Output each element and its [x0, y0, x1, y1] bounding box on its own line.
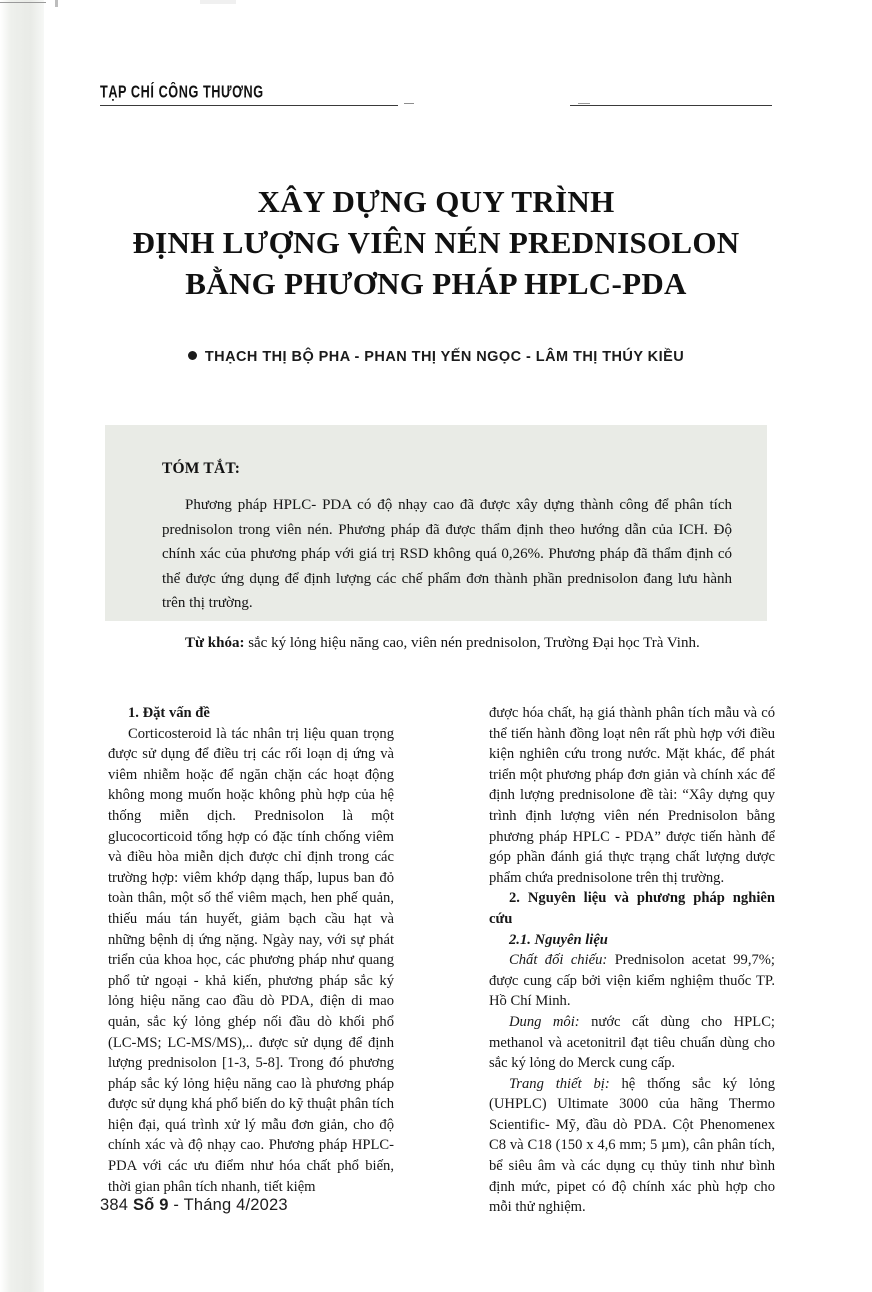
text-equipment: hệ thống sắc ký lỏng (UHPLC) Ultimate 3000 của hãng Thermo Scientific- Mỹ, đầu dò PDA. Cột Phenomenex C8 và C18 (150 x 4,6 mm; 5 µm), cân phân tích, bể siêu âm và các dụng cụ thủy tinh như bình định mức, pipet có độ chính xác phù hợp cho mỗi thử nghiệm.: [489, 1075, 776, 1216]
label-reference-substance: Chất đối chiếu:: [509, 952, 608, 969]
scan-edge-shadow: [0, 0, 44, 1292]
masthead-divider-gap: [398, 105, 570, 107]
issue-date: - Tháng 4/2023: [173, 1196, 288, 1214]
page-number: 384: [100, 1196, 129, 1214]
body-column-left: [108, 703, 394, 1197]
page-footer: [100, 1196, 288, 1215]
scan-artifact-smudge: [200, 0, 236, 4]
title-line-1: XÂY DỰNG QUY TRÌNH: [257, 183, 615, 219]
abstract-body: Phương pháp HPLC- PDA có độ nhạy cao đã được xây dựng thành công để phân tích prednisolon trong viên nén. Phương pháp đã được thẩm định theo hướng dẫn của ICH. Độ chính xác của phương pháp với giá trị RSD không quá 0,26%. Phương pháp đã thẩm định có thể được ứng dụng để định lượng các chế phẩm đơn thành phần prednisolon đang lưu hành trên thị trường.: [162, 497, 732, 611]
heading-section-2: 2. Nguyên liệu và phương pháp nghiên cứu: [489, 890, 775, 927]
abstract-keywords: [162, 631, 732, 656]
paragraph-intro: Corticosteroid là tác nhân trị liệu quan trọng được sử dụng để điều trị các rối loạn dị ứng và viêm nhiễm hoặc để ngăn chặn các hoạt động không mong muốn hoặc không phù hợp của hệ thống miễn dịch. Prednisolon là một glucocorticoid tổng hợp có đặc tính chống viêm và điều hòa miễn dịch được chỉ định trong các trường hợp: viêm khớp dạng thấp, lupus ban đỏ toàn thân, một số thể viêm mạch, hen phế quản, thiếu máu tán huyết, giảm bạch cầu hạt và những bệnh dị ứng nặng. Ngày nay, với sự phát triển của khoa học, các phương pháp như quang phổ tử ngoại - khả kiến, phương pháp sắc ký lỏng hiệu năng cao đầu dò PDA, điện di mao quản, sắc ký lỏng ghép nối đầu dò khối phổ (LC-MS; LC-MS/MS),.. được sử dụng để định lượng prednisolon [1-3, 5-8]. Trong đó phương pháp sắc ký lỏng hiệu năng cao là phương pháp được sử dụng khá phổ biến do kỹ thuật phân tích hiện đại, quá trình xử lý mẫu đơn giản, cho độ chính xác và độ nhạy cao. Phương pháp HPLC-PDA với các ưu điểm như hóa chất phổ biến, thời gian phân tích nhanh, tiết kiệm: [108, 725, 394, 1195]
author-byline: [100, 349, 772, 365]
title-line-2: ĐỊNH LƯỢNG VIÊN NÉN PREDNISOLON: [132, 224, 740, 260]
paragraph-solvent: [489, 1012, 775, 1074]
paragraph-equipment: [489, 1074, 775, 1218]
masthead-divider-tick-left: [404, 103, 414, 104]
text-reference-substance: Prednisolon acetat 99,7%; được cung cấp bởi viện kiểm nghiệm thuốc TP. Hồ Chí Minh.: [489, 952, 775, 1010]
heading-section-1: 1. Đặt vấn đề: [128, 705, 210, 721]
label-solvent: Dung môi:: [509, 1013, 580, 1030]
keywords-label: Từ khóa:: [185, 634, 245, 651]
heading-section-2-1: 2.1. Nguyên liệu: [509, 931, 608, 948]
paragraph-reference-substance: [489, 950, 775, 1012]
masthead-divider-tick-right: [578, 103, 590, 104]
body-column-right: [489, 703, 775, 1218]
label-equipment: Trang thiết bị:: [509, 1075, 610, 1092]
page-title: [100, 181, 772, 304]
author-names: THẠCH THỊ BỘ PHA - PHAN THỊ YẾN NGỌC - LÂM THỊ THÚY KIỀU: [204, 349, 685, 365]
scan-edge-highlight: [44, 0, 48, 1292]
abstract-box: [105, 425, 767, 651]
text-solvent: nước cất dùng cho HPLC; methanol và acetonitril đạt tiêu chuẩn dùng cho sắc ký lỏng do Merck cung cấp.: [489, 1013, 775, 1072]
keywords-value: sắc ký lỏng hiệu năng cao, viên nén prednisolon, Trường Đại học Trà Vinh.: [244, 634, 700, 651]
paragraph-intro-continued: được hóa chất, hạ giá thành phân tích mẫu và có thể tiến hành đồng loạt nên rất phù hợp với điều kiện nghiên cứu trong nước. Mặt khác, để phát triển một phương pháp đơn giản và chính xác để định lượng prednisolone đề tài: “Xây dựng quy trình định lượng viên nén Prednisolon bằng phương pháp HPLC - PDA” được tiến hành để góp phần đánh giá thực trạng chất lượng dược phẩm chứa prednisolone trên thị trường.: [489, 705, 775, 886]
journal-masthead: TẠP CHÍ CÔNG THƯƠNG: [100, 82, 264, 102]
issue-number: Số 9: [132, 1196, 169, 1214]
bullet-icon: [188, 351, 197, 360]
title-line-3: BẰNG PHƯƠNG PHÁP HPLC-PDA: [185, 265, 687, 301]
abstract-heading: TÓM TẮT:: [162, 460, 241, 477]
scan-artifact-rule: [0, 2, 46, 3]
scan-artifact-tick: [55, 0, 58, 7]
